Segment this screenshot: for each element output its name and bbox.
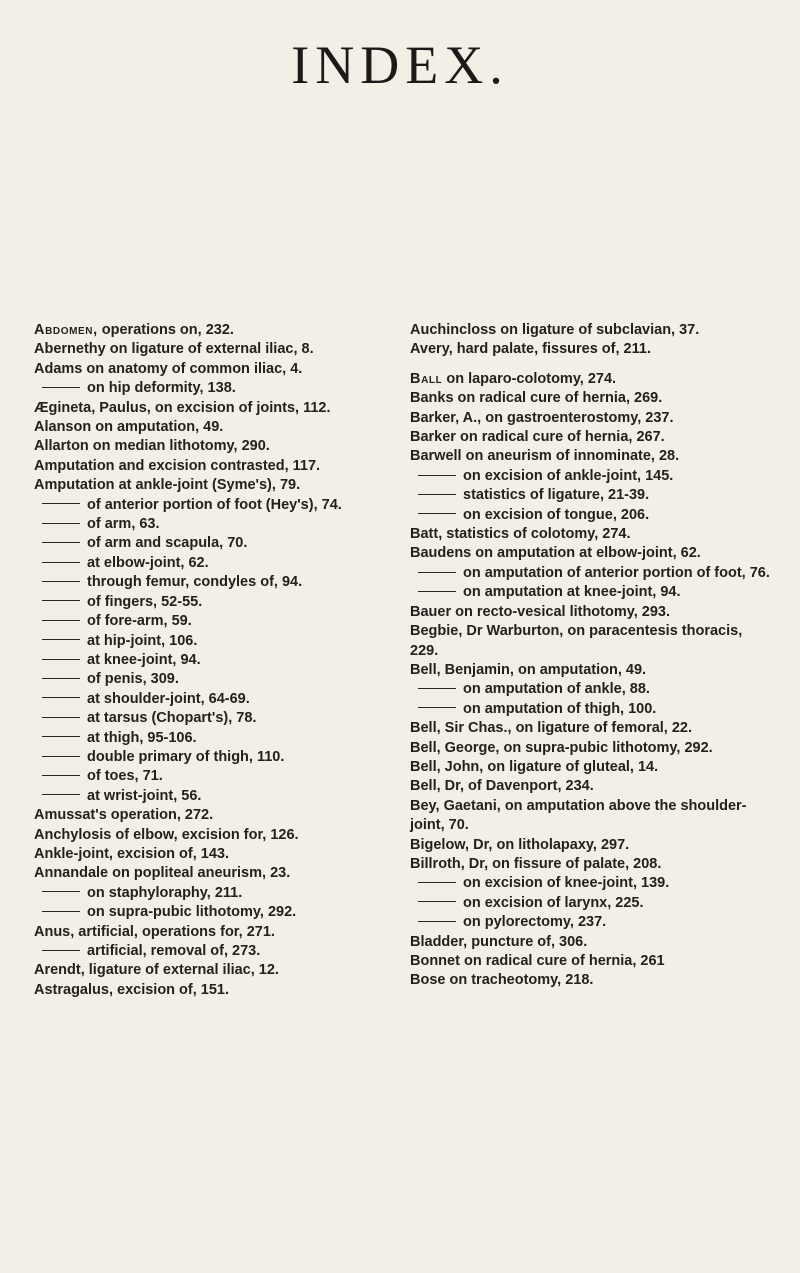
index-entry <box>34 593 384 612</box>
ditto-dash <box>418 921 456 922</box>
ditto-dash <box>42 581 80 582</box>
index-entry <box>410 855 770 874</box>
entry-text: Barker on radical cure of hernia, 267. <box>410 429 665 446</box>
index-entry <box>410 680 770 699</box>
entry-text: on amputation of thigh, 100. <box>463 700 657 717</box>
index-entry <box>410 836 770 855</box>
index-entry <box>410 583 770 602</box>
entry-text: Bell, Benjamin, on amputation, 49. <box>410 661 647 678</box>
index-entry <box>34 476 384 495</box>
entry-text: Billroth, Dr, on fissure of palate, 208. <box>410 855 662 872</box>
ditto-dash <box>418 513 456 514</box>
index-entry <box>34 457 384 476</box>
index-entry <box>34 826 384 845</box>
entry-text: on excision of ankle-joint, 145. <box>463 467 674 484</box>
ditto-dash <box>418 494 456 495</box>
entry-text: on amputation of anterior portion of foot, 76. <box>463 564 770 581</box>
ditto-dash <box>42 600 80 601</box>
ditto-dash <box>42 639 80 640</box>
ditto-dash <box>42 678 80 679</box>
index-entry <box>410 564 770 583</box>
index-entry <box>410 603 770 622</box>
index-entry <box>410 447 770 466</box>
index-entry <box>410 952 770 971</box>
index-entry <box>410 622 770 661</box>
index-entry <box>34 379 384 398</box>
index-entry <box>410 777 770 796</box>
entry-text: Auchincloss on ligature of subclavian, 37. <box>410 322 700 338</box>
entry-text: Banks on radical cure of hernia, 269. <box>410 390 663 407</box>
entry-text: Adams on anatomy of common iliac, 4. <box>34 360 303 377</box>
ditto-dash <box>42 736 80 737</box>
ditto-dash <box>418 901 456 902</box>
ditto-dash <box>418 475 456 476</box>
index-entry <box>34 961 384 980</box>
entry-text: at hip-joint, 106. <box>87 632 198 649</box>
entry-text: Baudens on amputation at elbow-joint, 62. <box>410 545 701 562</box>
ditto-dash <box>418 707 456 708</box>
index-entry <box>410 506 770 525</box>
entry-text: double primary of thigh, 110. <box>87 748 285 765</box>
entry-text: Barwell on aneurism of innominate, 28. <box>410 448 680 465</box>
entry-text: at knee-joint, 94. <box>87 651 201 668</box>
index-entry <box>410 874 770 893</box>
entry-text: Arendt, ligature of external iliac, 12. <box>34 962 279 979</box>
entry-text: at tarsus (Chopart's), 78. <box>87 710 257 727</box>
ditto-dash <box>418 882 456 883</box>
entry-text: artificial, removal of, 273. <box>87 943 261 959</box>
entry-text: Bey, Gaetani, on amputation above the shoulder-joint, 70. <box>410 797 747 834</box>
index-entry <box>410 340 770 359</box>
entry-text: on excision of knee-joint, 139. <box>463 875 670 892</box>
entry-text: Amputation and excision contrasted, 117. <box>34 457 321 474</box>
index-entry <box>410 486 770 505</box>
index-entry <box>34 321 384 340</box>
page-title: INDEX. <box>291 35 509 95</box>
ditto-dash <box>418 591 456 592</box>
entry-text: at thigh, 95-106. <box>87 729 197 746</box>
entry-text: Bose on tracheotomy, 218. <box>410 972 594 989</box>
entry-text: Allarton on median lithotomy, 290. <box>34 438 270 455</box>
entry-text: operations on, 232. <box>97 322 234 338</box>
index-entry <box>34 632 384 651</box>
entry-text: Bell, Sir Chas., on ligature of femoral, 22. <box>410 720 693 737</box>
entry-text: on laparo-colotomy, 274. <box>442 370 617 387</box>
entry-text: on pylorectomy, 237. <box>463 914 607 931</box>
index-entry <box>34 554 384 573</box>
index-entry <box>34 942 384 961</box>
index-entry <box>34 670 384 689</box>
entry-text: statistics of ligature, 21-39. <box>463 487 650 504</box>
entry-lead-word: Abdomen, <box>34 322 98 338</box>
entry-text: Bauer on recto-vesical lithotomy, 293. <box>410 603 671 620</box>
index-entry <box>410 797 770 836</box>
ditto-dash <box>42 717 80 718</box>
index-entry <box>34 981 384 1000</box>
index-entry <box>410 739 770 758</box>
index-entry <box>34 573 384 592</box>
entry-text: at shoulder-joint, 64-69. <box>87 690 250 707</box>
entry-text: Anchylosis of elbow, excision for, 126. <box>34 826 299 843</box>
ditto-dash <box>42 387 80 388</box>
entry-text: Bonnet on radical cure of hernia, 261 <box>410 953 665 969</box>
entry-text: Avery, hard palate, fissures of, 211. <box>410 341 651 358</box>
index-entry <box>410 370 770 389</box>
ditto-dash <box>42 697 80 698</box>
entry-text: Anus, artificial, operations for, 271. <box>34 923 275 940</box>
entry-text: at elbow-joint, 62. <box>87 554 209 571</box>
index-entry <box>34 787 384 806</box>
index-entry <box>410 913 770 932</box>
index-entry <box>34 340 384 359</box>
index-entry <box>410 971 770 990</box>
index-entry <box>34 437 384 456</box>
index-entry <box>34 709 384 728</box>
index-entry <box>34 748 384 767</box>
entry-text: Ankle-joint, excision of, 143. <box>34 845 229 862</box>
entry-text: Astragalus, excision of, 151. <box>34 981 230 998</box>
entry-text: Bell, George, on supra-pubic lithotomy, 292. <box>410 739 713 756</box>
entry-text: Batt, statistics of colotomy, 274. <box>410 526 631 543</box>
index-entry <box>34 767 384 786</box>
entry-text: on amputation of ankle, 88. <box>463 681 650 698</box>
entry-text: of arm and scapula, 70. <box>87 535 248 552</box>
entry-text: Abernethy on ligature of external iliac, 8. <box>34 341 314 358</box>
entry-lead-word: Ball <box>410 370 443 387</box>
index-entry <box>34 923 384 942</box>
entry-text: Amputation at ankle-joint (Syme's), 79. <box>34 477 301 494</box>
ditto-dash <box>42 659 80 660</box>
index-entry <box>34 903 384 922</box>
entry-text: Barker, A., on gastroenterostomy, 237. <box>410 409 674 426</box>
index-entry <box>34 399 384 418</box>
ditto-dash <box>42 620 80 621</box>
entry-text: of penis, 309. <box>87 671 179 688</box>
index-entry <box>34 515 384 534</box>
entry-text: Bigelow, Dr, on litholapaxy, 297. <box>410 836 630 853</box>
ditto-dash <box>42 794 80 795</box>
index-entry <box>34 534 384 553</box>
entry-text: Begbie, Dr Warburton, on paracentesis thoracis, 229. <box>410 623 743 659</box>
entry-text: on supra-pubic lithotomy, 292. <box>87 904 297 921</box>
ditto-dash <box>42 562 80 563</box>
entry-text: of anterior portion of foot (Hey's), 74. <box>87 496 342 513</box>
entry-text: of fore-arm, 59. <box>87 613 192 630</box>
entry-text: Bell, Dr, of Davenport, 234. <box>410 778 594 795</box>
entry-text: on staphyloraphy, 211. <box>87 884 243 901</box>
index-entry <box>410 389 770 408</box>
index-entry <box>34 884 384 903</box>
entry-text: Bladder, puncture of, 306. <box>410 933 588 950</box>
entry-text: at wrist-joint, 56. <box>87 787 202 804</box>
entry-text: Bell, John, on ligature of gluteal, 14. <box>410 758 659 775</box>
index-entry <box>34 729 384 748</box>
index-entry <box>34 612 384 631</box>
index-entry <box>34 690 384 709</box>
entry-text: of fingers, 52-55. <box>87 593 203 610</box>
index-entry <box>34 651 384 670</box>
entry-text: Annandale on popliteal aneurism, 23. <box>34 865 291 882</box>
ditto-dash <box>42 756 80 757</box>
index-entry <box>410 933 770 952</box>
ditto-dash <box>42 542 80 543</box>
ditto-dash <box>42 911 80 912</box>
index-entry <box>34 496 384 515</box>
index-entry <box>34 806 384 825</box>
index-entry <box>34 418 384 437</box>
index-entry <box>410 758 770 777</box>
ditto-dash <box>42 950 80 951</box>
right-column <box>410 321 770 991</box>
index-entry <box>34 360 384 379</box>
index-entry <box>410 719 770 738</box>
ditto-dash <box>42 503 80 504</box>
ditto-dash <box>42 891 80 892</box>
entry-text: on excision of larynx, 225. <box>463 894 644 911</box>
ditto-dash <box>42 775 80 776</box>
index-entry <box>410 894 770 913</box>
ditto-dash <box>42 523 80 524</box>
index-entry <box>410 525 770 544</box>
index-entry <box>410 661 770 680</box>
entry-text: Alanson on amputation, 49. <box>34 419 224 436</box>
ditto-dash <box>418 688 456 689</box>
index-entry <box>34 864 384 883</box>
index-entry <box>410 700 770 719</box>
index-entry <box>410 544 770 563</box>
entry-text: of arm, 63. <box>87 516 160 533</box>
entry-text: Ægineta, Paulus, on excision of joints, 112. <box>34 399 331 416</box>
index-entry <box>410 467 770 486</box>
entry-text: Amussat's operation, 272. <box>34 807 214 824</box>
entry-text: of toes, 71. <box>87 768 163 785</box>
index-entry <box>410 428 770 447</box>
index-entry <box>410 409 770 428</box>
entry-text: on excision of tongue, 206. <box>463 506 650 523</box>
left-column <box>34 321 384 1000</box>
index-entry <box>34 845 384 864</box>
index-entry <box>410 321 770 340</box>
entry-text: on hip deformity, 138. <box>87 380 236 397</box>
ditto-dash <box>418 572 456 573</box>
entry-text: on amputation at knee-joint, 94. <box>463 584 681 601</box>
entry-text: through femur, condyles of, 94. <box>87 574 303 591</box>
